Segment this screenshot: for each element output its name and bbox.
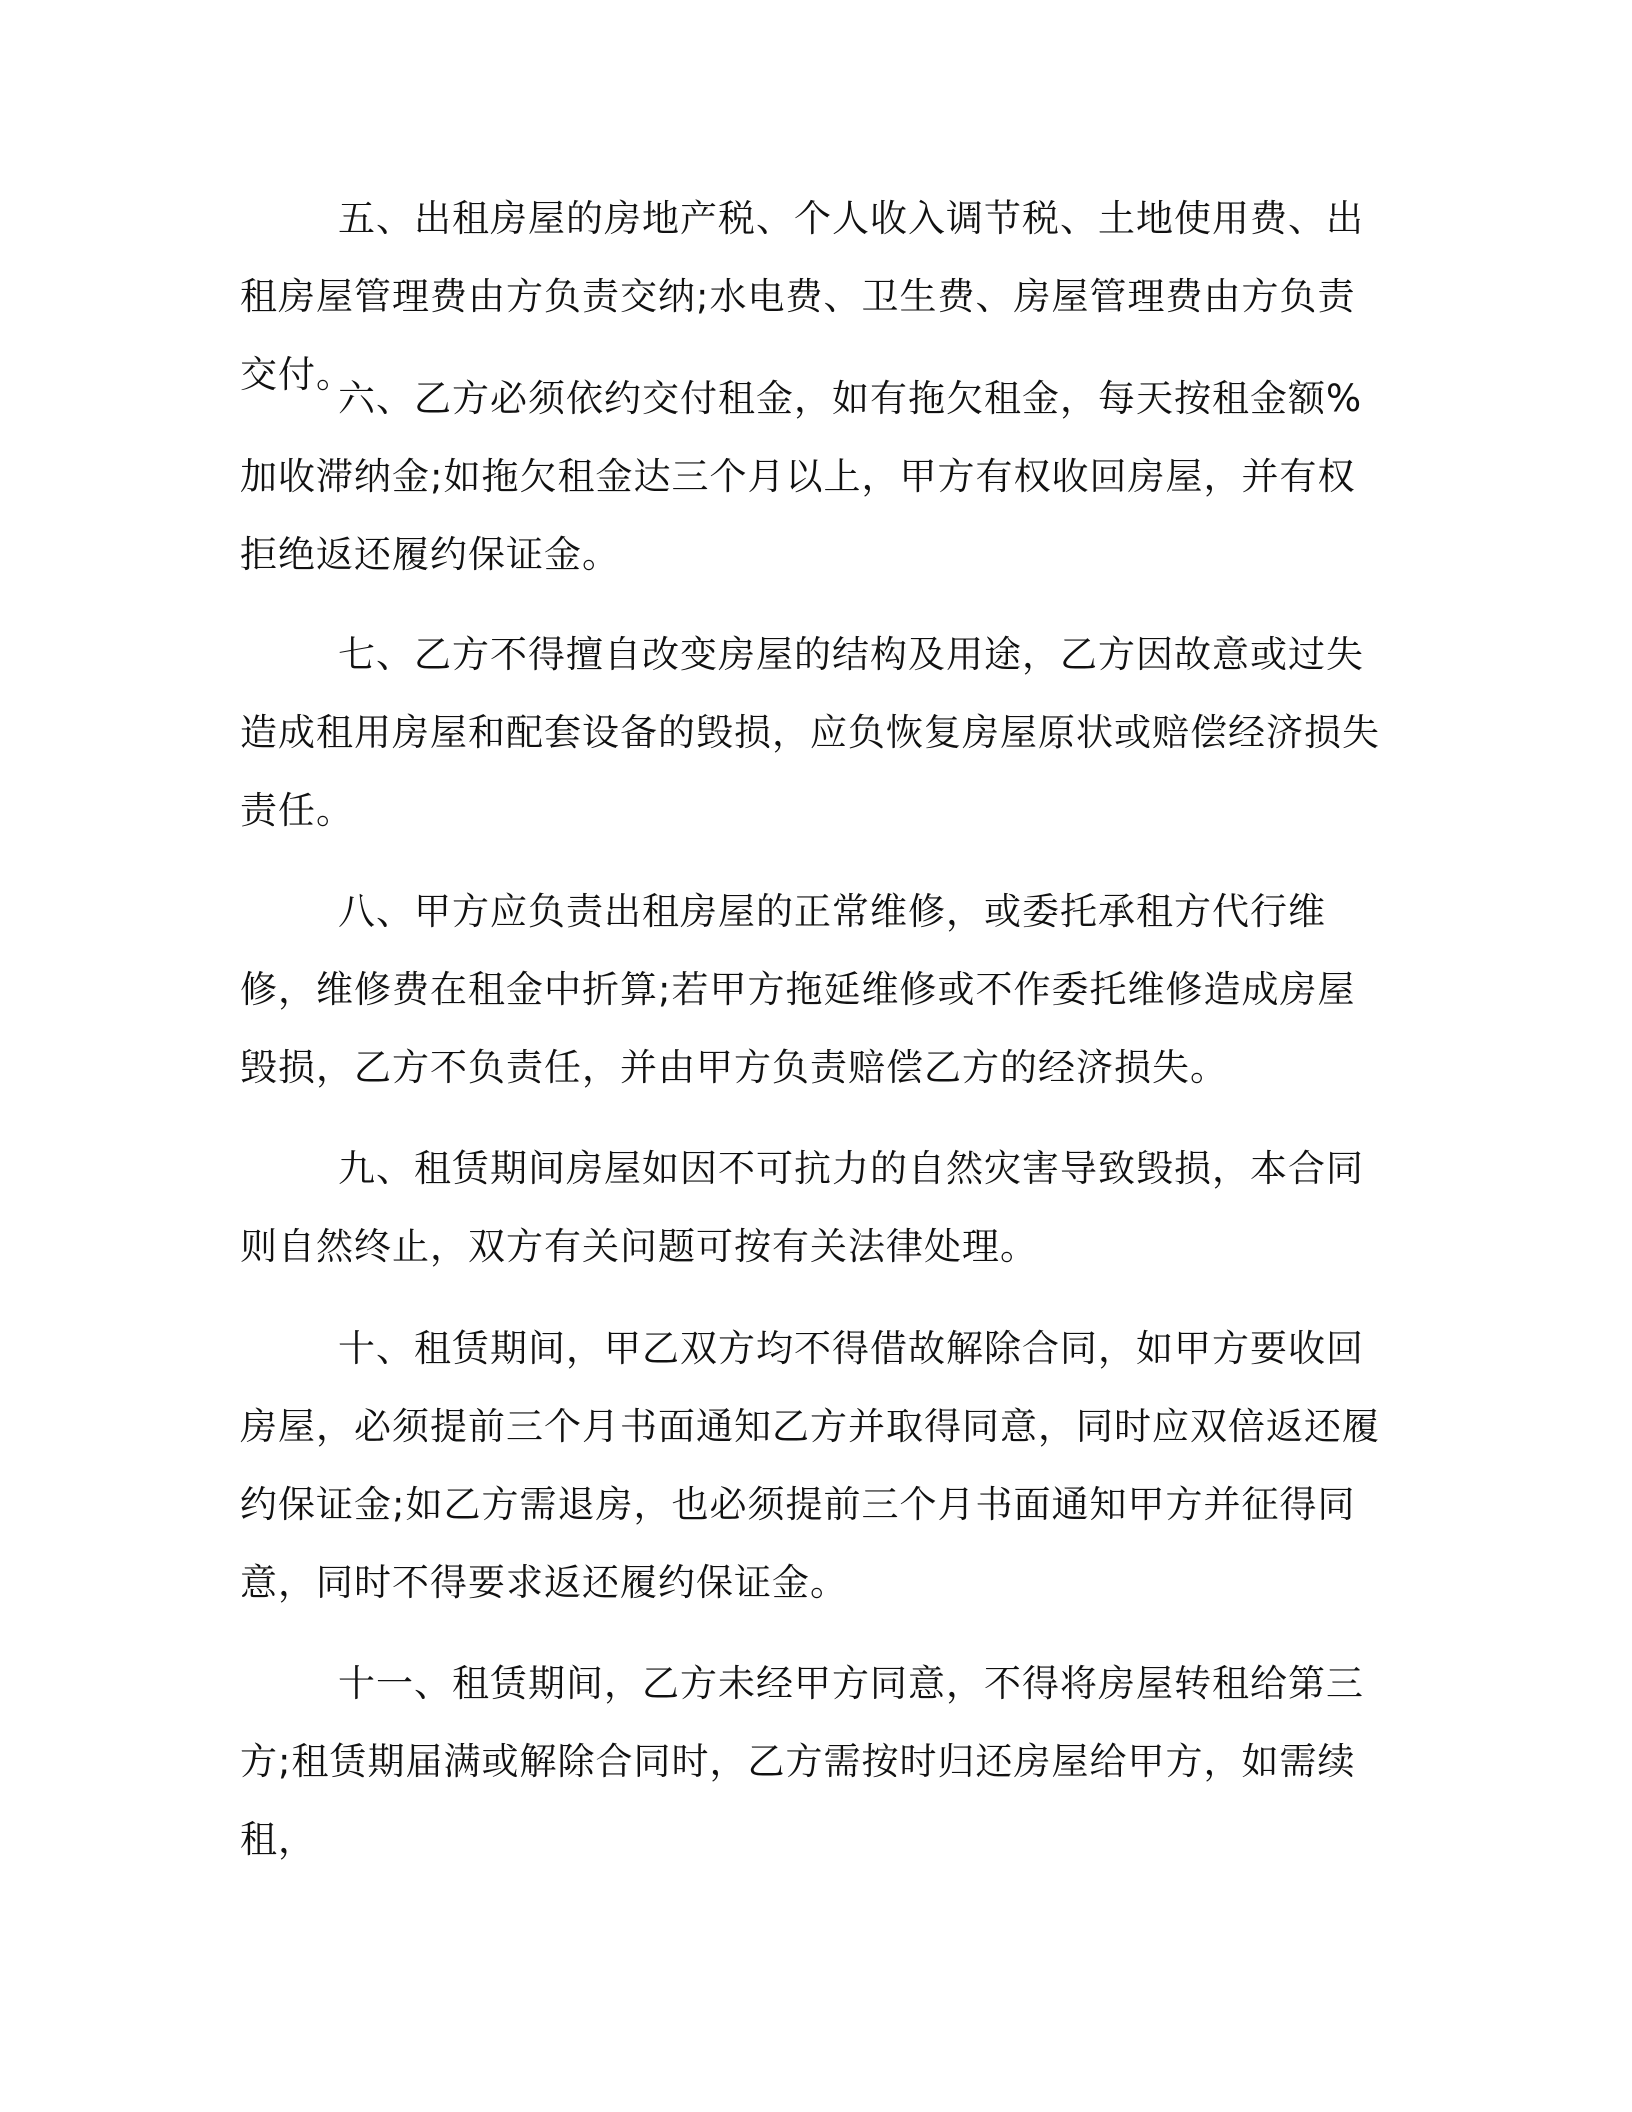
clause-8: 八、甲方应负责出租房屋的正常维修，或委托承租方代行维修，维修费在租金中折算;若甲方拖延维修或不作委托维修造成房屋毁损，乙方不负责任，并由甲方负责赔偿乙方的经济损失。 (240, 890, 1356, 1089)
clause-6: 六、乙方必须依约交付租金，如有拖欠租金，每天按租金额%加收滞纳金;如拖欠租金达三个月以上，甲方有权收回房屋，并有权拒绝返还履约保证金。 (240, 377, 1363, 576)
clause-5: 五、出租房屋的房地产税、个人收入调节税、土地使用费、出租房屋管理费由方负责交纳;水电费、卫生费、房屋管理费由方负责交付。 (240, 197, 1364, 396)
clause-11: 十一、租赁期间，乙方未经甲方同意，不得将房屋转租给第三方;租赁期届满或解除合同时，乙方需按时归还房屋给甲方，如需续租， (240, 1662, 1364, 1861)
clause-7: 七、乙方不得擅自改变房屋的结构及用途，乙方因故意或过失造成租用房屋和配套设备的毁损，应负恢复房屋原状或赔偿经济损失责任。 (240, 633, 1380, 832)
clause-10: 十、租赁期间，甲乙双方均不得借故解除合同，如甲方要收回房屋，必须提前三个月书面通知乙方并取得同意，同时应双倍返还履约保证金;如乙方需退房，也必须提前三个月书面通知甲方并征得同意，同时不得要求返还履约保证金。 (240, 1327, 1380, 1604)
clause-9: 九、租赁期间房屋如因不可抗力的自然灾害导致毁损，本合同则自然终止，双方有关问题可按有关法律处理。 (240, 1147, 1364, 1268)
